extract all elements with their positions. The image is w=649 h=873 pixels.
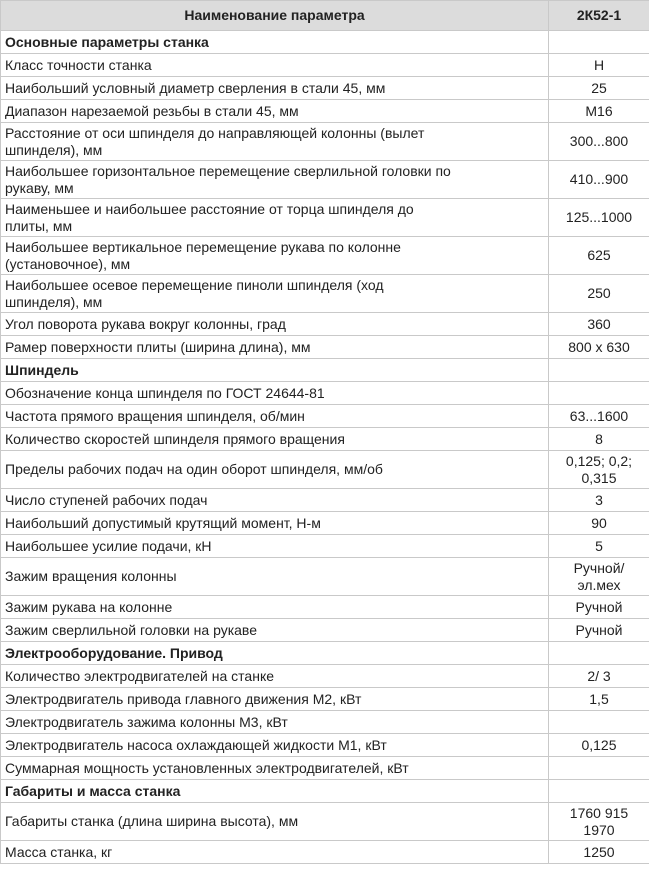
param-name: Зажим вращения колонны	[1, 558, 549, 596]
param-name: Электродвигатель зажима колонны М3, кВт	[1, 711, 549, 734]
table-row	[1, 711, 649, 734]
param-value: 1760 915 1970	[549, 803, 649, 841]
param-name: Наибольшее осевое перемещение пиноли шпинделя (ход шпинделя), мм	[1, 275, 549, 313]
section-title: Габариты и масса станка	[1, 780, 549, 803]
param-name: Диапазон нарезаемой резьбы в стали 45, мм	[1, 100, 549, 123]
param-value	[549, 382, 649, 405]
param-name: Габариты станка (длина ширина высота), мм	[1, 803, 549, 841]
param-value: 410...900	[549, 161, 649, 199]
param-value: Ручной	[549, 596, 649, 619]
table-row	[1, 77, 649, 100]
param-value: 800 х 630	[549, 336, 649, 359]
table-row	[1, 558, 649, 596]
section-value	[549, 780, 649, 803]
table-row	[1, 161, 649, 199]
table-row	[1, 803, 649, 841]
table-row	[1, 688, 649, 711]
section-row	[1, 359, 649, 382]
param-name: Наименьшее и наибольшее расстояние от торца шпинделя до плиты, мм	[1, 199, 549, 237]
param-value: 1250	[549, 841, 649, 864]
param-name: Количество скоростей шпинделя прямого вращения	[1, 428, 549, 451]
param-name: Частота прямого вращения шпинделя, об/мин	[1, 405, 549, 428]
table-row	[1, 734, 649, 757]
param-value: Ручной/ эл.мех	[549, 558, 649, 596]
param-name: Электродвигатель насоса охлаждающей жидкости М1, кВт	[1, 734, 549, 757]
table-row	[1, 665, 649, 688]
table-row	[1, 596, 649, 619]
section-row	[1, 780, 649, 803]
table-row	[1, 489, 649, 512]
param-value: 1,5	[549, 688, 649, 711]
table-row	[1, 336, 649, 359]
section-value	[549, 642, 649, 665]
param-name: Расстояние от оси шпинделя до направляющей колонны (вылет шпинделя), мм	[1, 123, 549, 161]
param-value: 3	[549, 489, 649, 512]
table-row	[1, 619, 649, 642]
param-value: 0,125	[549, 734, 649, 757]
param-name: Наибольшее вертикальное перемещение рукава по колонне (установочное), мм	[1, 237, 549, 275]
param-name: Зажим рукава на колонне	[1, 596, 549, 619]
table-row	[1, 757, 649, 780]
param-name: Наибольший условный диаметр сверления в стали 45, мм	[1, 77, 549, 100]
param-name: Электродвигатель привода главного движения М2, кВт	[1, 688, 549, 711]
param-name: Зажим сверлильной головки на рукаве	[1, 619, 549, 642]
param-value: М16	[549, 100, 649, 123]
header-param: Наименование параметра	[1, 1, 549, 31]
section-title: Шпиндель	[1, 359, 549, 382]
section-title: Электрооборудование. Привод	[1, 642, 549, 665]
param-value: 25	[549, 77, 649, 100]
table-row	[1, 428, 649, 451]
param-value: 5	[549, 535, 649, 558]
section-row	[1, 642, 649, 665]
param-name: Угол поворота рукава вокруг колонны, град	[1, 313, 549, 336]
param-name: Наибольшее усилие подачи, кН	[1, 535, 549, 558]
param-value: Ручной	[549, 619, 649, 642]
param-name: Рамер поверхности плиты (ширина длина), мм	[1, 336, 549, 359]
table-row	[1, 100, 649, 123]
param-name: Пределы рабочих подач на один оборот шпинделя, мм/об	[1, 451, 549, 489]
table-row	[1, 123, 649, 161]
table-row	[1, 535, 649, 558]
param-value	[549, 711, 649, 734]
param-name: Класс точности станка	[1, 54, 549, 77]
table-header-row	[1, 1, 649, 31]
table-row	[1, 451, 649, 489]
table-row	[1, 841, 649, 864]
table-row	[1, 237, 649, 275]
section-value	[549, 359, 649, 382]
table-row	[1, 512, 649, 535]
param-value: 90	[549, 512, 649, 535]
header-model: 2К52-1	[549, 1, 649, 31]
param-value: 250	[549, 275, 649, 313]
section-value	[549, 31, 649, 54]
param-name: Масса станка, кг	[1, 841, 549, 864]
param-name: Число ступеней рабочих подач	[1, 489, 549, 512]
param-value: 2/ 3	[549, 665, 649, 688]
param-value: 300...800	[549, 123, 649, 161]
section-row	[1, 31, 649, 54]
table-row	[1, 199, 649, 237]
section-title: Основные параметры станка	[1, 31, 549, 54]
param-value: 0,125; 0,2; 0,315	[549, 451, 649, 489]
param-name: Наибольшее горизонтальное перемещение сверлильной головки по рукаву, мм	[1, 161, 549, 199]
param-value: 125...1000	[549, 199, 649, 237]
param-value: 8	[549, 428, 649, 451]
table-row	[1, 382, 649, 405]
param-name: Обозначение конца шпинделя по ГОСТ 24644-81	[1, 382, 549, 405]
param-value: 63...1600	[549, 405, 649, 428]
table-row	[1, 313, 649, 336]
table-row	[1, 405, 649, 428]
param-value: 360	[549, 313, 649, 336]
param-name: Наибольший допустимый крутящий момент, Н-м	[1, 512, 549, 535]
table-row	[1, 275, 649, 313]
param-name: Суммарная мощность установленных электродвигателей, кВт	[1, 757, 549, 780]
param-value: 625	[549, 237, 649, 275]
param-value	[549, 757, 649, 780]
param-value: Н	[549, 54, 649, 77]
table-row	[1, 54, 649, 77]
param-name: Количество электродвигателей на станке	[1, 665, 549, 688]
